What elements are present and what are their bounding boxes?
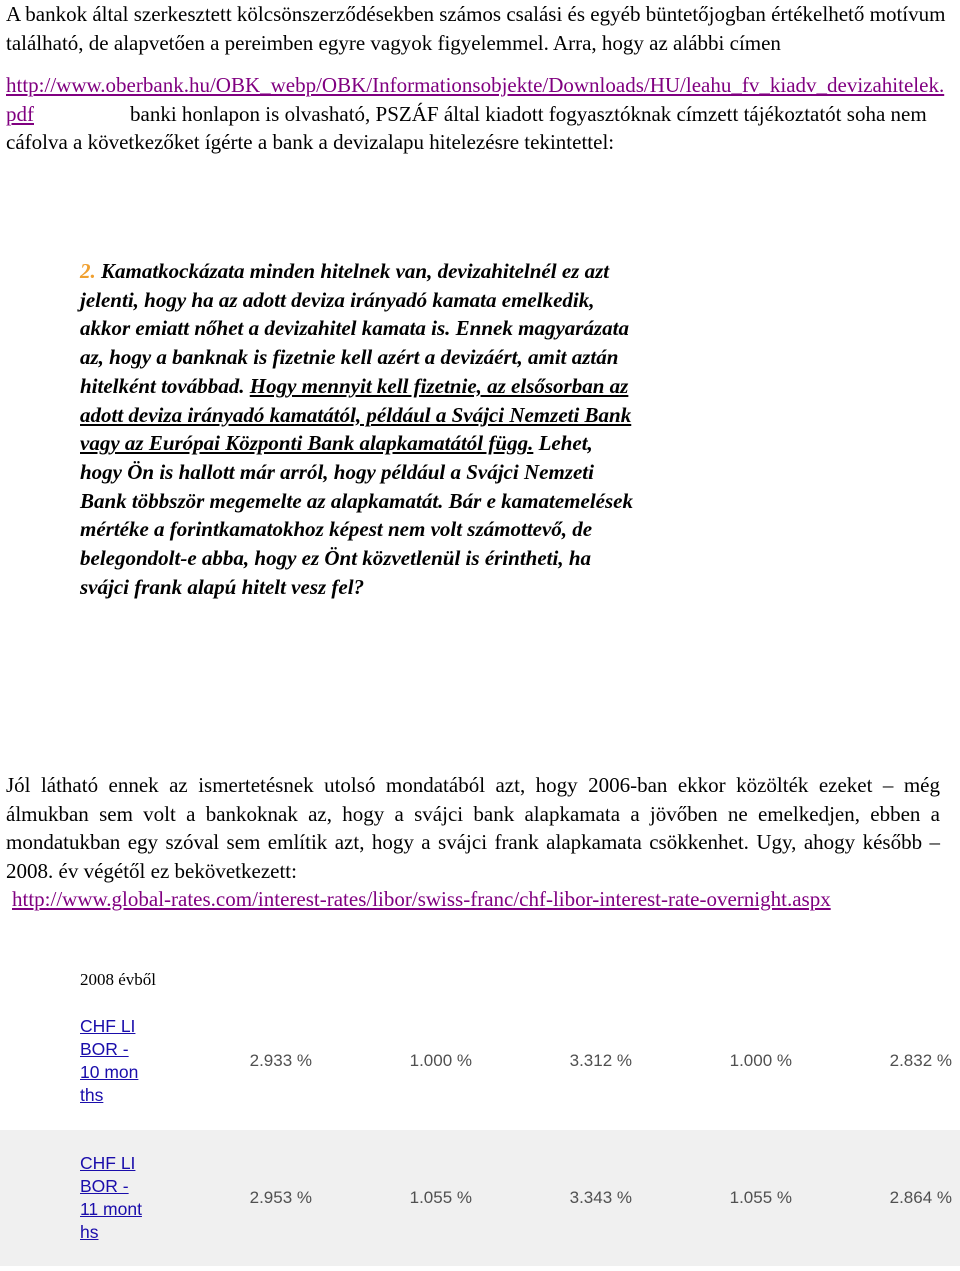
quote-number: 2. [80,259,96,283]
value-cell: 2.933 % [249,1051,312,1070]
value-cell: 1.000 % [729,1051,792,1070]
quote-part-1: Kamatkockázata minden hitelnek van, devizahitelnél ez azt jelenti, hogy ha az adott deviza irányadó kamata emelkedik, akkor emiatt nőhet a devizahitel kamata is. Ennek magyarázata az, hogy a banknak is fizetnie kell azért a devizáért, amit aztán hitelként továbbad. [80,259,629,398]
value-cell: 2.864 % [889,1188,952,1207]
value-cell: 2.832 % [889,1051,952,1070]
quote-underlined: Hogy mennyit kell fizetnie, az elsősorban az adott deviza irányadó kamatától, például a Svájci Nemzeti Bank vagy az Európai Központi Bank alapkamatától függ. [80,373,632,456]
conclusion-paragraph [6,771,940,914]
libor-table [0,992,960,1266]
row-label-cell [0,1130,160,1266]
table-caption: 2008 évből [80,970,157,989]
quoted-bank-text [80,257,640,601]
intro-paragraph [6,0,946,157]
table-row [0,992,960,1130]
value-cell: 3.312 % [569,1051,632,1070]
table-row [0,1130,960,1266]
value-cell: 1.055 % [729,1188,792,1207]
oberbank-link[interactable]: http://www.oberbank.hu/OBK_webp/OBK/Informationsobjekte/Downloads/HU/leahu_fv_kiadv_devizahitelek.pdf [6,73,945,126]
chf-libor-11-months-link[interactable]: CHF LIBOR - 11 months [80,1153,142,1242]
conclusion-text: Jól látható ennek az ismertetésnek utolsó mondatából azt, hogy 2006-ban ekkor közölték ezeket – még álmukban sem volt a bankoknak az, hogy a svájci bank alapkamata a jövőben ne emelkedjen, ebben a mondatukban egy szóval sem említik azt, hogy a svájci frank alapkamata csökkenhet. Ugy, ahogy később – 2008. év végétől ez bekövetkezett: [6,773,940,883]
intro-continuation: banki honlapon is olvasható, PSZÁF által kiadott fogyasztóknak címzett tájékoztatót soha nem cáfolva a következőket ígérte a bank a devizalapu hitelezésre tekintettel: [6,101,927,154]
row-label-cell [0,992,160,1130]
quote-part-2: Lehet, hogy Ön is hallott már arról, hogy például a Svájci Nemzeti Bank többször megemelte az alapkamatát. Bár e kamatemelések mértéke a forintkamatokhoz képest nem volt számottevő, de belegondolt-e abba, hogy ez Önt közvetlenül is érintheti, ha svájci frank alapú hitelt vesz fel? [80,431,633,599]
chf-libor-10-months-link[interactable]: CHF LIBOR - 10 months [80,1016,139,1105]
value-cell: 2.953 % [249,1188,312,1207]
value-cell: 1.000 % [409,1051,472,1070]
value-cell: 3.343 % [569,1188,632,1207]
global-rates-link[interactable]: http://www.global-rates.com/interest-rates/libor/swiss-franc/chf-libor-interest-rate-overnight.aspx [12,887,831,911]
value-cell: 1.055 % [409,1188,472,1207]
intro-text: A bankok által szerkesztett kölcsönszerződésekben számos csalási és egyéb büntetőjogban értékelhető motívum található, de alapvetően a pereimben egyre vagyok figyelemmel. Arra, hogy az alábbi címen [6,2,946,55]
